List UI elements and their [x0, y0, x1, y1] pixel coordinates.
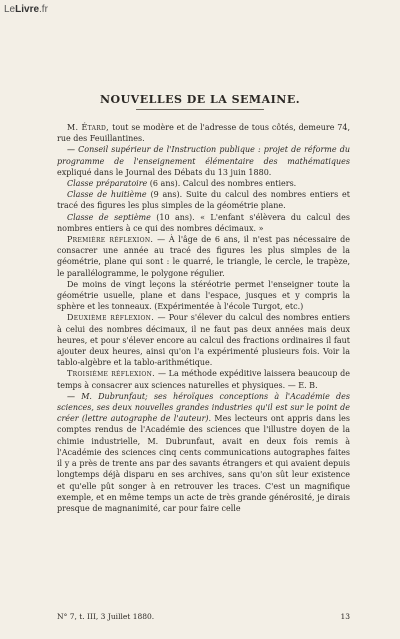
paragraph-text: tout se modère et de l'adresse de tous côtés, demeure 74, rue des Feuillantines.: [57, 123, 350, 144]
paragraph-lead: Deuxième réflexion.: [67, 313, 158, 323]
paragraph-italic-lead: Classe de septième: [67, 212, 157, 222]
paragraph-lead: M. Étard,: [67, 123, 113, 132]
paragraph: [57, 368, 350, 390]
paragraph-text: — À l'âge de 6 ans, il n'est pas nécessaire de consacrer une année au tracé des figures les plus simples de la géométrie, plane qui sont : le quarré, le triangle, le cercle, le trapèze, le parallélogramme, le polygone régulier.: [57, 235, 350, 278]
paragraph-italic-lead: — M. Dubrunfaut; ses héroïques conceptions à l'Académie des sciences, ses deux nouvelles grandes industries qu'il est sur le point de créer (lettre autographe de l'auteur).: [57, 391, 350, 424]
logo-suffix: .fr: [39, 4, 48, 15]
site-logo: [4, 4, 48, 15]
title-rule: [136, 109, 264, 110]
paragraph-italic-lead: Classe préparatoire: [67, 179, 150, 189]
paragraph-text: (6 ans). Calcul des nombres entiers.: [149, 179, 297, 189]
page-footer: [57, 612, 350, 621]
issue-line: N° 7, t. III, 3 Juillet 1880.: [57, 612, 155, 621]
paragraph: [57, 312, 350, 368]
page-number: 13: [340, 612, 350, 621]
paragraph-text: — La méthode expéditive laissera beaucoup de temps à consacrer aux sciences naturelles et physiques. — E. B.: [57, 369, 350, 390]
paragraph: [57, 391, 350, 514]
logo-name: Livre: [15, 4, 40, 15]
logo-prefix: Le: [4, 4, 16, 15]
paragraph-text: expliqué dans le Journal des Débats du 13 juin 1880.: [57, 167, 272, 177]
paragraph: [57, 189, 350, 211]
paragraph-lead: Troisième réflexion.: [67, 369, 158, 379]
article-body: [57, 122, 350, 514]
paragraph-text: — Pour s'élever du calcul des nombres entiers à celui des nombres décimaux, il ne faut pas deux années mais deux heures, et pour s'élever encore au calcul des fractions ordinaires il faut ajouter deux heures, ainsi qu'on l'a expérimenté plusieurs fois. Voir la tablo-algèbre et la tablo-arithmétique.: [57, 313, 350, 368]
paragraph: [57, 122, 350, 144]
paragraph: [57, 144, 350, 178]
section-title: NOUVELLES DE LA SEMAINE.: [99, 93, 301, 106]
paragraph: [57, 212, 350, 234]
paragraph-text: Mes lecteurs ont appris dans les comptes rendus de l'Académie des sciences que l'illustre doyen de la chimie industrielle, M. Dubrunfaut, avait en deux fois remis à l'Académie des sciences cinq cents communications autographes faites il y a près de trente ans par des savants étrangers et qui avaient depuis longtemps déjà disparu en ses archives, sans qu'on sût leur existence et qu'elle pût songer à en retrouver les traces. C'est un magnifique exemple, et en même temps un acte de très grande générosité, je dirais presque de magnanimité, car pour faire celle: [57, 414, 351, 513]
paragraph: [57, 234, 350, 279]
paragraph-italic-lead: Classe de huitième: [67, 190, 151, 200]
paragraph-text: (9 ans). Suite du calcul des nombres entiers et tracé des figures les plus simples de la géométrie plane.: [57, 190, 351, 211]
paragraph-text: De moins de vingt leçons la stéréotrie permet l'enseigner toute la géométrie usuelle, plane et dans l'espace, jusques et y compris la sphère et les tonneaux. (Expérimentée à l'école Turgot, etc.): [57, 279, 350, 312]
paragraph-italic-lead: — Conseil supérieur de l'Instruction publique : projet de réforme du programme de l'enseignement élémentaire des mathématiques: [57, 145, 350, 166]
paragraph-lead: Première réflexion.: [67, 235, 158, 245]
paragraph-text: (10 ans). « L'enfant s'élèvera du calcul des nombres entiers à ce qui des nombres décimaux. »: [57, 212, 350, 233]
paragraph: [57, 178, 350, 189]
paragraph: [57, 279, 350, 313]
